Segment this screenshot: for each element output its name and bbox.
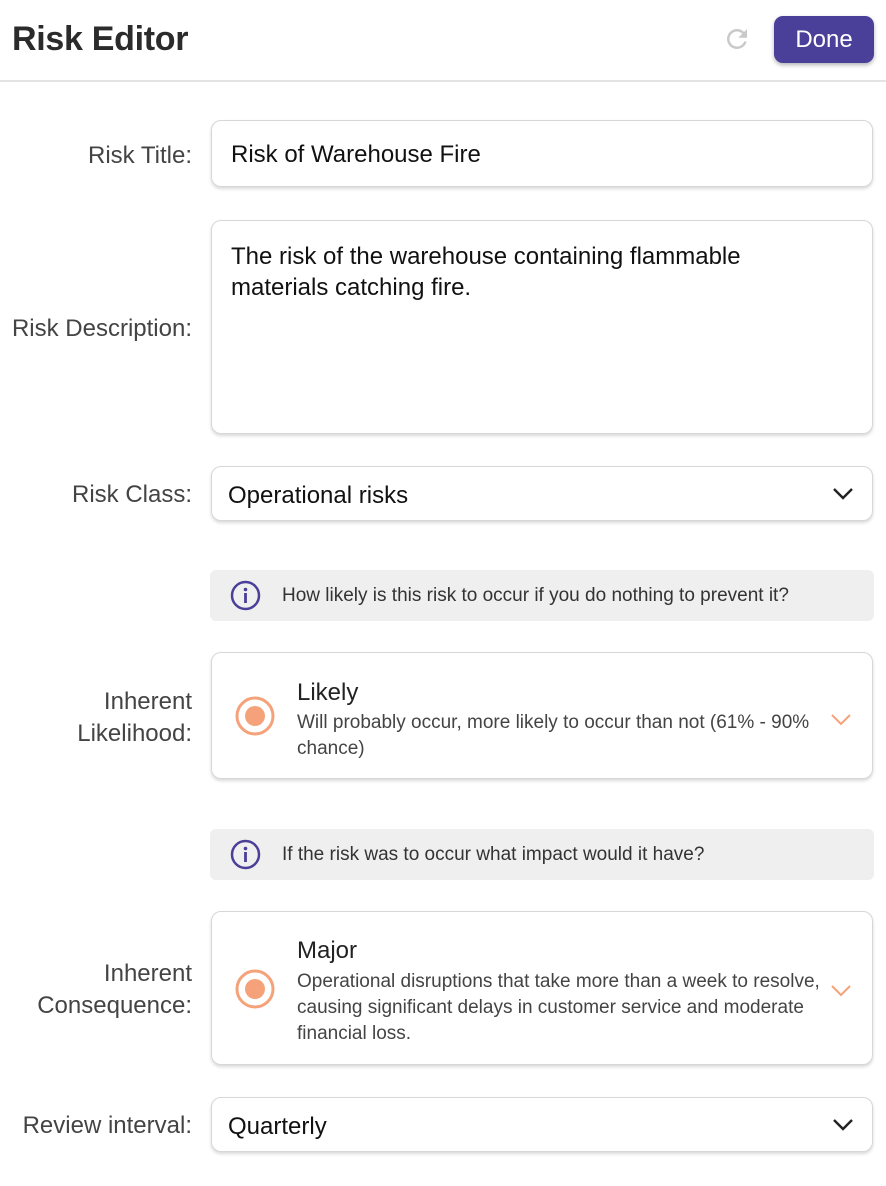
consequence-label-line2: Consequence: [37, 992, 192, 1019]
chevron-down-icon [830, 713, 852, 727]
review-interval-select[interactable] [211, 1097, 873, 1152]
chevron-down-icon [830, 984, 852, 998]
risk-title-value: Risk of Warehouse Fire [231, 141, 481, 168]
review-interval-label: Review interval: [22, 1112, 192, 1139]
refresh-icon[interactable] [722, 24, 752, 54]
page-title: Risk Editor [12, 20, 189, 58]
risk-description-value: The risk of the warehouse containing flammable materials catching fire. [231, 243, 741, 301]
info-icon [230, 580, 261, 611]
chevron-down-icon [832, 487, 854, 501]
consequence-title: Major [297, 937, 358, 964]
consequence-info-text: If the risk was to occur what impact would it have? [282, 844, 705, 865]
likelihood-title: Likely [297, 679, 359, 706]
likelihood-rating-icon [234, 695, 276, 737]
likelihood-info-banner [210, 570, 874, 621]
likelihood-description: Will probably occur, more likely to occur than not (61% - 90% chance) [297, 712, 810, 759]
likelihood-label-line2: Likelihood: [77, 720, 192, 747]
risk-class-value: Operational risks [228, 482, 409, 509]
consequence-select[interactable] [211, 911, 873, 1065]
consequence-label [37, 958, 192, 1022]
risk-title-input[interactable] [211, 120, 873, 187]
risk-description-label: Risk Description: [11, 315, 192, 342]
likelihood-label-line1: Inherent [103, 688, 192, 715]
consequence-description: Operational disruptions that take more than a week to resolve, causing significant delays in customer service and moderate financial loss. [297, 971, 820, 1044]
likelihood-label [77, 686, 192, 750]
done-button[interactable]: Done [774, 16, 874, 63]
likelihood-select[interactable] [211, 652, 873, 779]
consequence-label-line1: Inherent [103, 960, 192, 987]
app-header [0, 0, 886, 82]
risk-class-select[interactable] [211, 466, 873, 521]
risk-description-textarea[interactable] [211, 220, 873, 434]
consequence-rating-icon [234, 968, 276, 1010]
chevron-down-icon [832, 1118, 854, 1132]
risk-class-label: Risk Class: [71, 481, 192, 508]
risk-title-label: Risk Title: [87, 142, 192, 169]
consequence-info-banner [210, 829, 874, 880]
review-interval-value: Quarterly [228, 1113, 327, 1140]
info-icon [230, 839, 261, 870]
likelihood-info-text: How likely is this risk to occur if you do nothing to prevent it? [282, 585, 789, 606]
